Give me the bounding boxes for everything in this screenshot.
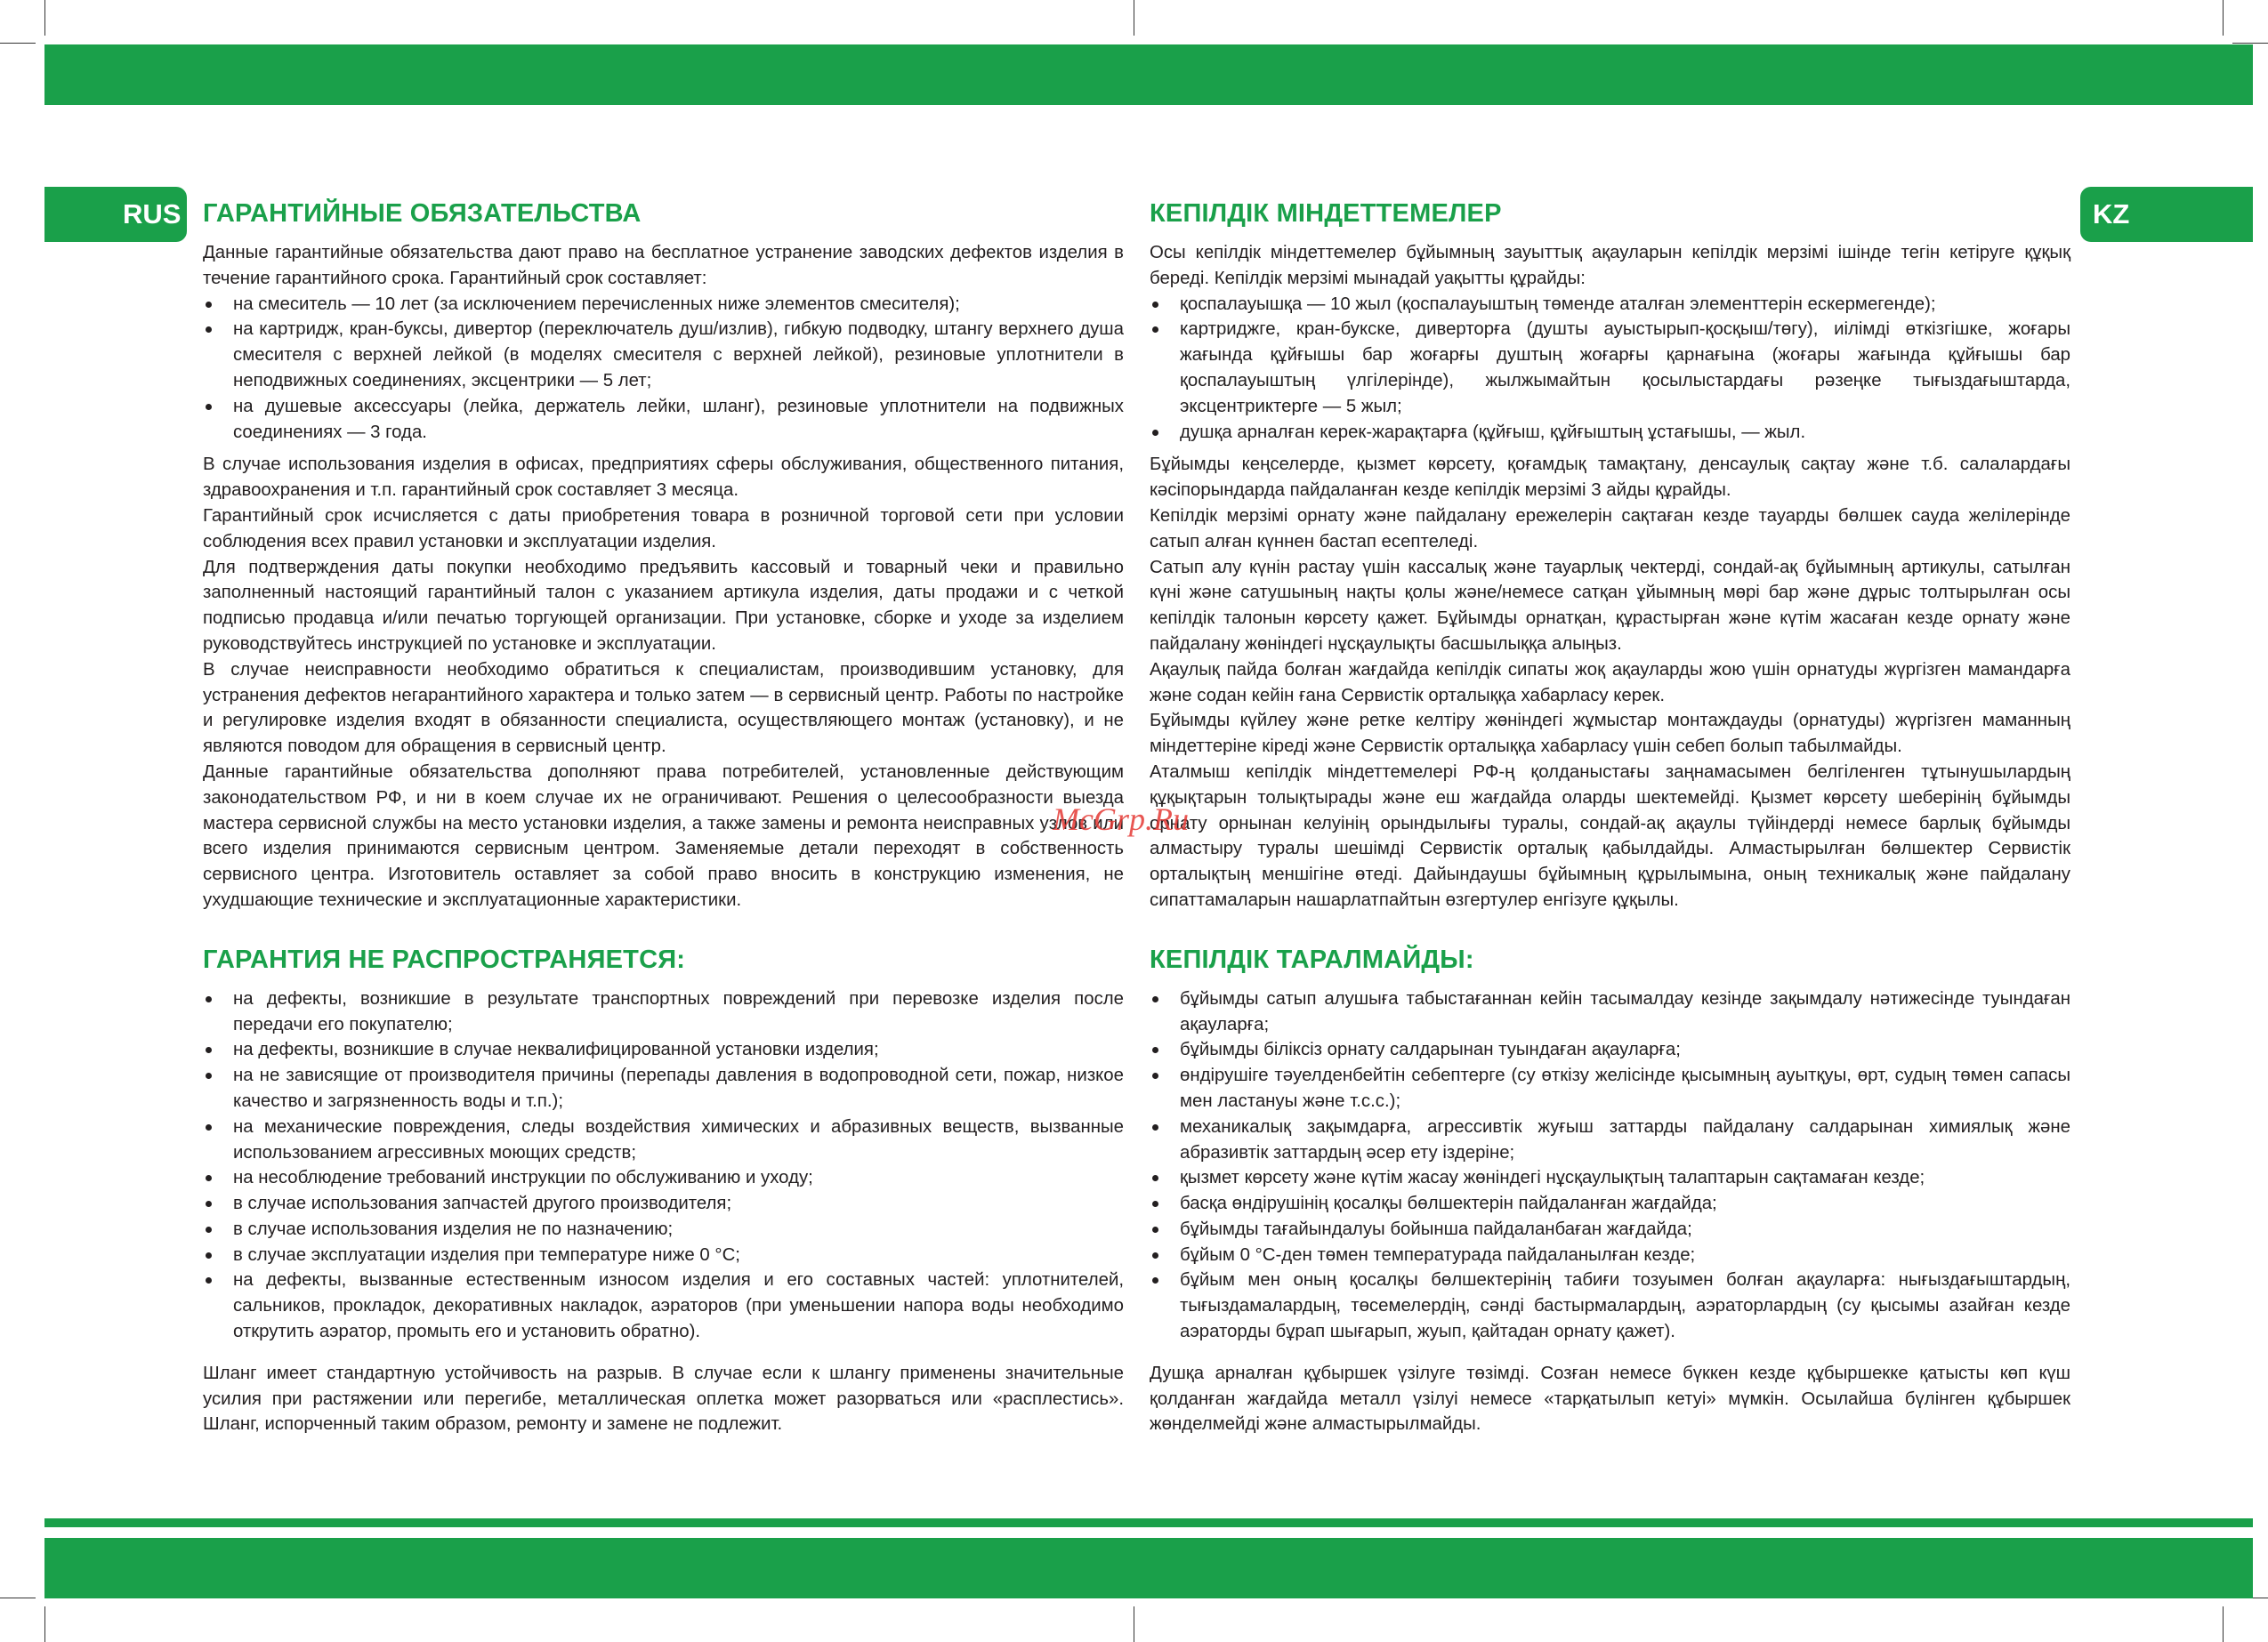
list-item: басқа өндірушінің қосалқы бөлшектерін пайдаланған жағдайда; — [1150, 1191, 2070, 1217]
bottom-green-band — [44, 1538, 2253, 1598]
list-item: на механические повреждения, следы воздействия химических и абразивных веществ, вызванные использованием агрессивных моющих средств; — [203, 1115, 1124, 1166]
kz-paragraph: Кепілдік мерзімі орнату және пайдалану ережелерін сақтаған кезде тауарды бөлшек сауда желілерінде сатып алған күннен бастап есептеледі. — [1150, 505, 2070, 551]
kz-paragraph: Аталмыш кепілдік міндеттемелері РФ-ң қолданыстағы заңнамасымен белгіленген тұтынушылардың құқықтарын толықтырады және еш жағдайда оларды шектемейді. Қызмет көрсету шеберінің бұйымды орнату орнынан келуінің орындылығы туралы, сондай-ақ ақаулы түйіндерді немесе барлық бұйымды алмастыру туралы шешімді Сервистік орталық қабылдайды. Алмастырылған бөлшектер Сервистік орталықтың меншігіне өтеді. Дайындаушы бұйымның құрылымына, оның техникалық және пайдалану сипаттамаларын нашарлатпайтын өзгертулер енгізуге құқылы. — [1150, 761, 2070, 910]
list-item: бұйым мен оның қосалқы бөлшектерінің табиғи тозуымен болған ақауларға: нығыздағыштардың, тығыздамалардың, төсемелердің, сәнді бастырмалардың, аэраторлардың (су қысымы азайған кезде аэраторды бұрап шығарып, жуып, қайтадан орнату қажет). — [1150, 1268, 2070, 1344]
kz-paragraph: Бұйымды күйлеу және ретке келтіру жөніндегі жұмыстар монтаждауды (орнатуды) жүргізген маманның міндеттеріне кіреді және Сервистік орталыққа хабарласу үшін себеп болып табылмайды. — [1150, 711, 2070, 757]
lang-tab-rus-label: RUS — [123, 198, 182, 229]
list-item: бұйым 0 °C-ден төмен температурада пайдаланылған кезде; — [1150, 1243, 2070, 1268]
kz-intro: Осы кепілдік міндеттемелер бұйымның зауыттық ақауларын кепілдік мерзімі ішінде тегін кетіруге құқық береді. Кепілдік мерзімі мынадай уақытты құрайды: — [1150, 243, 2070, 288]
crop-mark — [2223, 1606, 2224, 1642]
lang-tab-rus — [44, 187, 187, 242]
rus-hose-note: Шланг имеет стандартную устойчивость на разрыв. В случае если к шлангу применены значительные усилия при растяжении или перегибе, металлическая оплетка может разорваться или «расплестись». Шланг, испорченный таким образом, ремонту и замене не подлежит. — [203, 1363, 1124, 1435]
list-item: на душевые аксессуары (лейка, держатель лейки, шланг), резиновые уплотнители на подвижных соединениях — 3 года. — [203, 394, 1124, 446]
list-item: в случае эксплуатации изделия при температуре ниже 0 °C; — [203, 1243, 1124, 1268]
rus-column — [203, 196, 1124, 1437]
crop-mark — [2223, 0, 2224, 36]
list-item: өндірушіге тәуелденбейтін себептерге (су өткізу желісінде қысымның ауытқуы, өрт, судың төмен сапасы мен ластануы және т.с.с.); — [1150, 1063, 2070, 1115]
list-item: бұйымды біліксіз орнату салдарынан туындаған ақауларға; — [1150, 1037, 2070, 1063]
watermark: McGrp.Ru — [1053, 801, 1189, 837]
list-item: бұйымды тағайындалуы бойынша пайдаланбаған жағдайда; — [1150, 1217, 2070, 1243]
list-item: на картридж, кран-буксы, дивертор (переключатель душ/излив), гибкую подводку, штангу верхнего душа смесителя с верхней лейкой (в моделях смесителя с верхней лейкой), резиновые уплотнители в неподвижных соединениях, эксцентрики — 5 лет; — [203, 317, 1124, 393]
crop-mark — [2232, 43, 2268, 44]
list-item: на дефекты, возникшие в результате транспортных повреждений при перевозке изделия после передачи его покупателю; — [203, 986, 1124, 1038]
lang-tab-kz — [2080, 187, 2253, 242]
list-item: на дефекты, вызванные естественным износом изделия и его составных частей: уплотнителей, сальников, прокладок, декоративных накладок, аэраторов (при уменьшении напора воды необходимо открутить аэратор, промыть его и установить обратно). — [203, 1268, 1124, 1344]
rus-paragraph: Для подтверждения даты покупки необходимо предъявить кассовый и товарный чеки и правильно заполненный настоящий гарантийный талон с указанием артикула изделия, даты продажи и с четкой подписью продавца и/или печатью торгующей организации. При установке, сборке и уходе за изделием руководствуйтесь инструкцией по установке и эксплуатации. — [203, 557, 1124, 654]
list-item: на дефекты, возникшие в случае неквалифицированной установки изделия; — [203, 1037, 1124, 1063]
list-item: картриджге, кран-букске, диверторға (душты ауыстырып-қосқыш/төгу), иілімді өткізгішке, жоғары жағында құйғышы бар жоғарғы душтың жоғарғы қарнағына (жоғары жағында құйғышы бар қоспалауыштың үлгілерінде), жылжымайтын қосылыстардағы рәзеңке тығыздағыштарда, эксцентриктерге — 5 жыл; — [1150, 317, 2070, 419]
crop-mark — [44, 0, 45, 36]
bottom-green-divider — [44, 1518, 2253, 1527]
kz-hose-note: Душқа арналған құбыршек үзілуге төзімді. Созған немесе бүккен кезде құбыршекке қатысты көп күш қолданған жағдайда металл үзілуі немесе «тарқатылып кетуі» мүмкін. Осылайша бүлінген құбыршек жөнделмейді және алмастырылмайды. — [1150, 1363, 2070, 1435]
crop-mark — [0, 43, 36, 44]
top-green-band — [44, 44, 2253, 105]
kz-paragraph: Ақаулық пайда болған жағдайда кепілдік сипаты жоқ ақауларды жою үшін орнатуды жүргізген мамандарға және содан кейін ғана Сервистік орталыққа хабарласу керек. — [1150, 659, 2070, 705]
kz-paragraph: Сатып алу күнін растау үшін кассалық және тауарлық чектерді, сондай-ақ бұйымның артикулы, сатылған күні және сатушының нақты қолы және/немесе сатқан ұйымның мөрі бар және дұрыс толтырылған осы кепілдік талонын көрсету қажет. Бұйымды орнатқан, құрастырған және күтім жасаған кезде орнату және пайдалану жөніндегі нұсқаулықты басшылыққа алыңыз. — [1150, 557, 2070, 654]
kz-warranty-heading: КЕПІЛДІК МІНДЕТТЕМЕЛЕР — [1150, 199, 1502, 228]
rus-paragraph: Гарантийный срок исчисляется с даты приобретения товара в розничной торговой сети при условии соблюдения всех правил установки и эксплуатации изделия. — [203, 505, 1124, 551]
list-item: душқа арналған керек-жарақтарға (құйғыш, құйғыштың ұстағышы, — жыл. — [1150, 420, 2070, 446]
rus-paragraph: Данные гарантийные обязательства дополняют права потребителей, установленные действующим законодательством РФ, и ни в коем случае их не ограничивают. Решения о целесообразности выезда мастера сервисной службы на место установки изделия, а также замены и ремонта неисправных узлов или всего изделия принимаются сервисным центром. Заменяемые детали переходят в собственность сервисного центра. Изготовитель оставляет за собой право вносить в конструкцию изменения, не ухудшающие технические и эксплуатационные характеристики. — [203, 761, 1124, 910]
kz-exclusions-list — [1150, 986, 2070, 1345]
list-item: қызмет көрсету және күтім жасау жөніндегі нұсқаулықтың талаптарын сақтамаған кезде; — [1150, 1165, 2070, 1191]
rus-terms-list — [203, 292, 1124, 446]
rus-exclusions-list — [203, 986, 1124, 1345]
list-item: в случае использования изделия не по назначению; — [203, 1217, 1124, 1243]
kz-paragraph: Бұйымды кеңселерде, қызмет көрсету, қоғамдық тамақтану, денсаулық сақтау және т.б. салалардағы кәсіпорындарда пайдаланған кезде кепілдік мерзімі 3 айды құрайды. — [1150, 455, 2070, 501]
list-item: в случае использования запчастей другого производителя; — [203, 1191, 1124, 1217]
lang-tab-kz-label: KZ — [2093, 198, 2130, 229]
list-item: механикалық зақымдарға, агрессивтік жуғыш заттарды пайдалану салдарынан химиялық және абразивтік заттардың әсер ету іздеріне; — [1150, 1115, 2070, 1166]
rus-paragraph: В случае использования изделия в офисах, предприятиях сферы обслуживания, общественного питания, здравоохранения и т.п. гарантийный срок составляет 3 месяца. — [203, 455, 1124, 501]
kz-terms-list — [1150, 292, 2070, 446]
crop-mark — [44, 1606, 45, 1642]
list-item: на смеситель — 10 лет (за исключением перечисленных ниже элементов смесителя); — [203, 292, 1124, 318]
rus-paragraph: В случае неисправности необходимо обратиться к специалистам, производившим установку, для устранения дефектов негарантийного характера и только затем — в сервисный центр. Работы по настройке и регулировке изделия входят в обязанности специалиста, осуществляющего монтаж (установку), и не являются поводом для обращения в сервисный центр. — [203, 659, 1124, 757]
list-item: на не зависящие от производителя причины (перепады давления в водопроводной сети, пожар, низкое качество и загрязненность воды и т.п.); — [203, 1063, 1124, 1115]
kz-column — [1150, 196, 2070, 1437]
kz-exclusions-heading: КЕПІЛДІК ТАРАЛМАЙДЫ: — [1150, 945, 1474, 974]
list-item: қоспалауышқа — 10 жыл (қоспалауыштың төменде аталған элементтерін ескермегенде); — [1150, 292, 2070, 318]
list-item: на несоблюдение требований инструкции по обслуживанию и уходу; — [203, 1165, 1124, 1191]
rus-exclusions-heading: ГАРАНТИЯ НЕ РАСПРОСТРАНЯЕТСЯ: — [203, 945, 686, 974]
rus-warranty-heading: ГАРАНТИЙНЫЕ ОБЯЗАТЕЛЬСТВА — [203, 199, 642, 228]
rus-intro: Данные гарантийные обязательства дают право на бесплатное устранение заводских дефектов изделия в течение гарантийного срока. Гарантийный срок составляет: — [203, 243, 1124, 288]
list-item: бұйымды сатып алушыға табыстағаннан кейін тасымалдау кезінде зақымдалу нәтижесінде туындаған ақауларға; — [1150, 986, 2070, 1038]
